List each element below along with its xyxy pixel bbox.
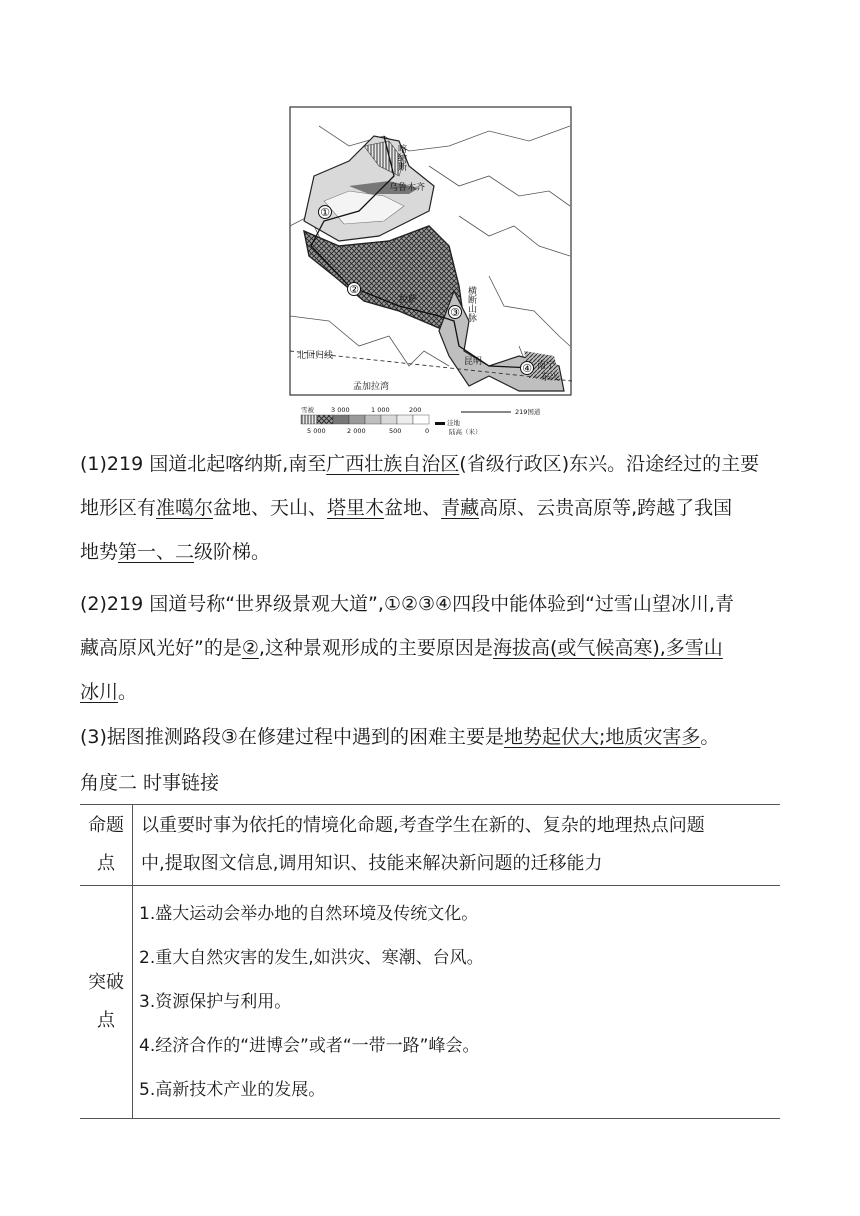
legend-tick-200: 200 <box>409 406 422 414</box>
table-row <box>80 886 780 1119</box>
map-label-kanas: 喀纳斯 <box>396 144 406 171</box>
answer-qingzang: 青藏 <box>441 497 480 519</box>
answer-reason-cont: 冰川 <box>80 681 119 703</box>
legend-tick-1000: 1 000 <box>371 406 390 414</box>
list-item: 5.高新技术产业的发展。 <box>139 1080 326 1100</box>
legend-tick-500: 500 <box>389 427 402 435</box>
map-label-tropic: 北回归线 <box>297 351 334 361</box>
map-label-nanning: 南宁 <box>537 361 556 371</box>
question-2-line-3: 冰川。 <box>80 681 138 703</box>
answer-difficulty: 地势起伏大;地质灾害多 <box>503 726 701 748</box>
answer-steps: 第一、二 <box>118 541 195 563</box>
answer-reason: 海拔高(或气候高寒),多雪山 <box>492 637 723 659</box>
map-segment-1: ① <box>320 206 330 219</box>
question-3: (3)据图推测路段③在修建过程中遇到的困难主要是地势起伏大;地质灾害多。 <box>80 726 720 748</box>
legend-snow: 雪被 <box>301 406 314 414</box>
map-label-kunming: 昆明 <box>464 357 483 367</box>
answer-segment: ② <box>241 637 259 659</box>
legend-tick-5000: 5 000 <box>307 427 326 435</box>
map-label-bay: 孟加拉湾 <box>353 382 390 392</box>
map-label-hengduan: 横断山脉 <box>466 286 476 322</box>
legend-tick-3000: 3 000 <box>331 406 350 414</box>
map-segment-4: ④ <box>522 362 532 375</box>
map-label-urumqi: 乌鲁木齐 <box>389 183 426 193</box>
info-table <box>80 804 780 1119</box>
legend-tick-0: 0 <box>425 427 430 435</box>
answer-junggar: 准噶尔 <box>156 497 214 519</box>
route-219-map <box>289 106 572 436</box>
list-item: 2.重大自然灾害的发生,如洪灾、寒潮、台风。 <box>139 948 484 968</box>
map-label-lhasa: 拉萨 <box>399 295 418 305</box>
answer-tarim: 塔里木 <box>327 497 385 519</box>
list-item: 3.资源保护与利用。 <box>139 992 292 1012</box>
legend-tick-2000: 2 000 <box>347 427 366 435</box>
row-key-breakthrough: 突破 点 <box>80 886 133 1119</box>
row-value-breakthrough <box>133 886 781 1119</box>
question-2-line-1: (2)219 国道号称“世界级景观大道”,①②③④四段中能体验到“过雪山望冰川,青 <box>80 593 734 615</box>
legend-altitude: 陆高（米） <box>449 428 482 436</box>
list-item: 4.经济合作的“进博会”或者“一带一路”峰会。 <box>139 1036 480 1056</box>
answer-guangxi: 广西壮族自治区 <box>326 453 460 475</box>
map-segment-2: ② <box>349 283 359 296</box>
legend-depression: 洼地 <box>447 419 460 427</box>
table-row <box>80 805 780 886</box>
question-2-line-2: 藏高原风光好”的是②,这种景观形成的主要原因是海拔高(或气候高寒),多雪山 <box>80 637 723 659</box>
map-label-dongxing: 东兴 <box>541 373 560 383</box>
question-1-line-1: (1)219 国道北起喀纳斯,南至广西壮族自治区(省级行政区)东兴。沿途经过的主要 <box>80 453 760 475</box>
question-1-line-2: 地形区有准噶尔盆地、天山、塔里木盆地、青藏高原、云贵高原等,跨越了我国 <box>80 497 733 519</box>
map-segment-3: ③ <box>450 306 460 319</box>
list-item: 1.盛大运动会举办地的自然环境及传统文化。 <box>139 904 479 924</box>
row-value-proposition: 以重要时事为依托的情境化命题,考查学生在新的、复杂的地理热点问题 中,提取图文信息,调用知识、技能来解决新问题的迁移能力 <box>133 805 781 886</box>
row-key-proposition: 命题 点 <box>80 805 133 886</box>
question-1-line-3: 地势第一、二级阶梯。 <box>80 541 271 563</box>
section-heading: 角度二 时事链接 <box>80 772 220 794</box>
legend-route: 219国道 <box>515 408 541 416</box>
